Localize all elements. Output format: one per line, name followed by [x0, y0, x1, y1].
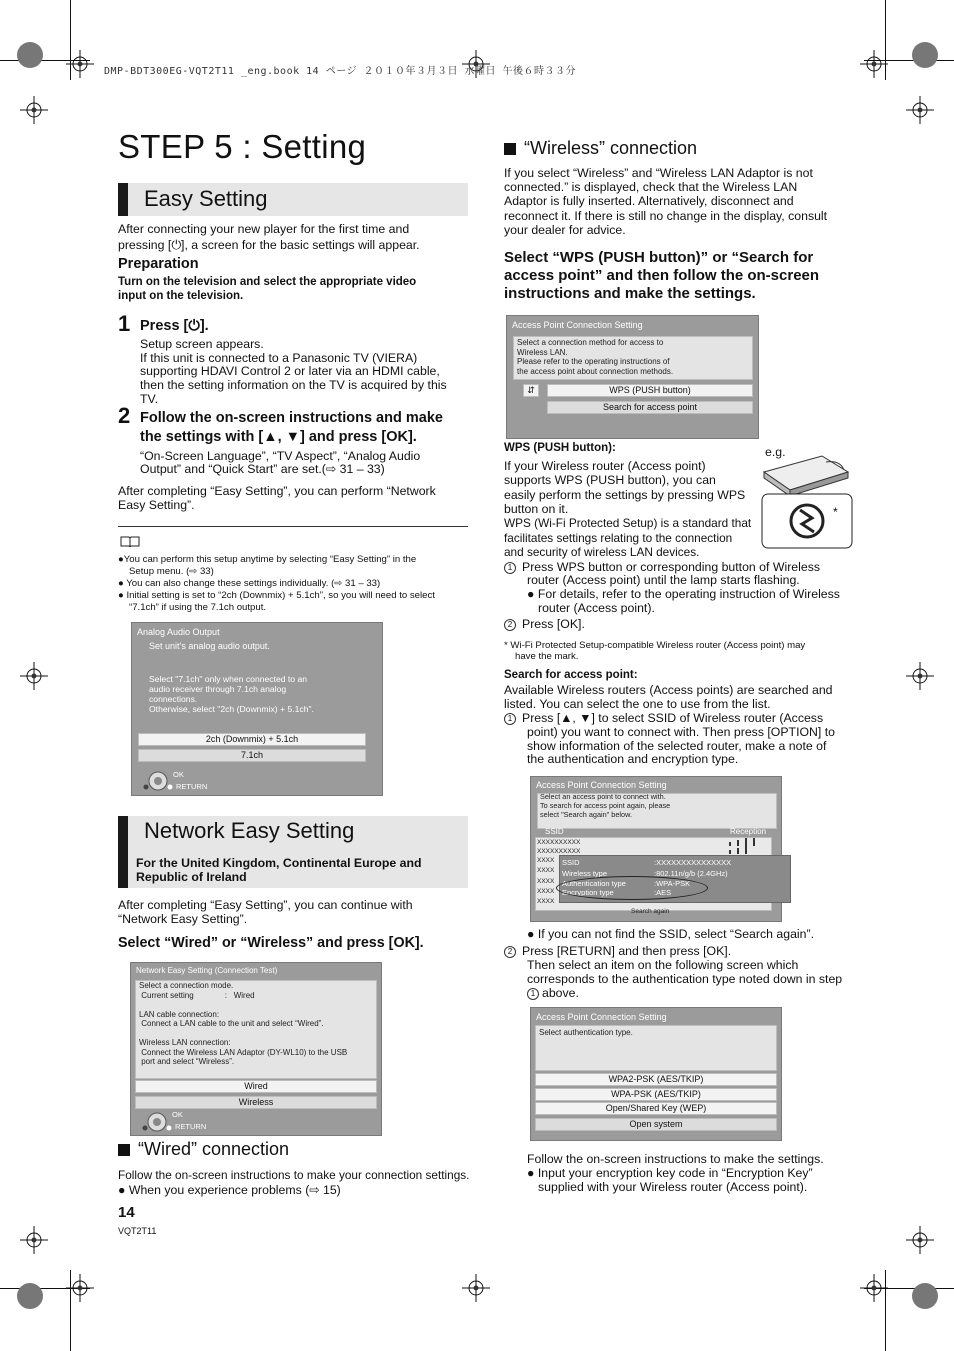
analog-audio-screen: [131, 622, 383, 796]
step-2-title-2: the settings with [▲, ▼] and press [OK].: [140, 429, 417, 445]
step-1-line-1: Setup screen appears.: [140, 337, 264, 351]
step-1-line-3: supporting HDAVI Control 2 or later via an HDMI cable,: [140, 364, 440, 378]
screen-title: Network Easy Setting (Connection Test): [136, 966, 278, 975]
option-wpa2-psk[interactable]: WPA2-PSK (AES/TKIP): [535, 1073, 777, 1086]
remote-cursor-icon: [142, 770, 174, 792]
network-easy-screen: [130, 962, 382, 1136]
step-number-icon: 1: [504, 562, 516, 574]
step-2-number: 2: [118, 403, 131, 428]
step-number-icon: 2: [504, 946, 516, 958]
screen-title: Access Point Connection Setting: [512, 320, 643, 330]
info-label: SSID: [562, 858, 580, 867]
wired-bullet: ● When you experience problems (⇨ 15): [118, 1183, 341, 1197]
search-again-button[interactable]: Search again: [631, 908, 670, 915]
page-title: STEP 5 : Setting: [118, 128, 367, 165]
search-step-1-text: Press [▲, ▼] to select SSID of Wireless router (Access: [522, 711, 824, 725]
wps-line-7: and security of wireless LAN devices.: [504, 545, 700, 559]
remote-cursor-icon: [141, 1111, 173, 1133]
note-3-cont: “7.1ch” if using the 7.1ch output.: [129, 602, 267, 613]
info-value: :802.11n/g/b (2.4GHz): [654, 869, 728, 878]
wps-step-2: [504, 617, 585, 631]
easy-after-2: Easy Setting”.: [118, 498, 195, 512]
wps-line-4: button on it.: [504, 502, 569, 516]
search-step-2b: Then select an item on the following screen which: [527, 958, 799, 972]
info-label: Encryption type: [562, 888, 614, 897]
wireless-select-3: instructions and make the settings.: [504, 285, 756, 302]
wps-step-1: [504, 560, 820, 574]
footnote-1: * Wi-Fi Protected Setup-compatible Wireless router (Access point) may: [504, 640, 806, 651]
option-open-system[interactable]: Open system: [535, 1118, 777, 1131]
preparation-line-1: Turn on the television and select the appropriate video: [118, 276, 417, 288]
ssid-row[interactable]: XXXX: [537, 888, 555, 895]
wireless-select-1: Select “WPS (PUSH button)” or “Search for: [504, 249, 814, 266]
book-note-icon: [120, 535, 140, 547]
ssid-row[interactable]: XXXX: [537, 867, 555, 874]
wps-line-3: easily perform the settings by pressing WPS: [504, 488, 746, 502]
search-step-1: [504, 711, 823, 725]
wps-footnote-star: *: [833, 505, 838, 519]
note-divider: [118, 526, 468, 527]
option-wired[interactable]: Wired: [135, 1080, 377, 1093]
note-3: ● Initial setting is set to “2ch (Downmix) + 5.1ch”, so you will need to select: [118, 590, 435, 601]
wireless-connection-heading: [504, 138, 697, 159]
search-step-2: [504, 944, 731, 958]
option-open-shared-wep[interactable]: Open/Shared Key (WEP): [535, 1102, 777, 1115]
col-reception: Reception: [730, 827, 767, 836]
wireless-p2: connected.” is displayed, check that the Wireless LAN: [504, 180, 798, 194]
access-point-screen-3: [530, 1007, 782, 1141]
wps-step-1c: ● For details, refer to the operating instruction of Wireless: [527, 587, 840, 601]
search-step-1b: point) you want to connect with. Then press [OPTION] to: [527, 725, 836, 739]
ssid-row[interactable]: XXXX: [537, 878, 555, 885]
screen-body: Select a connection method for access to Wireless LAN. Please refer to the operating instructions of the access point about connection methods.: [517, 338, 674, 376]
page-number: 14: [118, 1204, 135, 1221]
wps-heading: WPS (PUSH button):: [504, 442, 616, 454]
ok-label: OK: [173, 770, 184, 779]
search-line-1: Available Wireless routers (Access points) are searched and: [504, 683, 833, 697]
option-search-access-point[interactable]: Search for access point: [547, 401, 753, 414]
easy-setting-band: [118, 183, 468, 216]
access-point-screen-2: [530, 776, 782, 922]
screen-body: Select a connection mode. Current setting : Wired LAN cable connection: Connect a LAN cable to the unit and select “Wired”. Wireless LAN connection: Connect the Wireless LAN Adaptor (DY-WL10) to the USB port and select “Wireless”.: [139, 981, 348, 1066]
wps-step-1d: router (Access point).: [538, 601, 655, 615]
eg-label: e.g.: [765, 445, 786, 459]
easy-intro-1: After connecting your new player for the first time and: [118, 222, 410, 236]
option-wpa-psk[interactable]: WPA-PSK (AES/TKIP): [535, 1088, 777, 1101]
wireless-p3: Adaptor is fully inserted. Alternatively, disconnect and: [504, 194, 794, 208]
step-1-line-5: TV.: [140, 392, 159, 406]
wps-step-1-text: Press WPS button or corresponding button of Wireless: [522, 560, 820, 574]
step-number-icon: 1: [527, 988, 539, 1000]
page-code: VQT2T11: [118, 1226, 157, 1236]
option-7-1ch[interactable]: 7.1ch: [138, 749, 366, 762]
follow-instructions: Follow the on-screen instructions to make the settings.: [527, 1152, 824, 1166]
ssid-row[interactable]: XXXX: [537, 898, 555, 905]
info-label: Wireless type: [562, 869, 608, 878]
screen-body: Select authentication type.: [539, 1028, 633, 1037]
wireless-p4: reconnect it. If there is still no change in the display, consult: [504, 209, 828, 223]
return-label: RETURN: [176, 782, 208, 791]
ssid-row[interactable]: XXXXXXXXXX: [537, 839, 581, 846]
search-step-1c: show information of the selected router, make a note of: [527, 739, 827, 753]
highlight-ellipse: [556, 876, 708, 900]
search-line-2: listed. You can select the one to use from the list.: [504, 697, 771, 711]
wps-step-1b: router (Access point) until the lamp starts flashing.: [527, 573, 800, 587]
option-2ch-downmix[interactable]: 2ch (Downmix) + 5.1ch: [138, 733, 366, 746]
network-easy-heading: Network Easy Setting: [144, 818, 355, 843]
search-step-2d: [527, 986, 579, 1000]
wired-text: Follow the on-screen instructions to make your connection settings.: [118, 1168, 470, 1182]
network-region-2: Republic of Ireland: [136, 870, 247, 884]
step-2-title-1: Follow the on-screen instructions and make: [140, 410, 443, 426]
info-value: :WPA-PSK: [654, 879, 691, 888]
network-easy-band: [118, 816, 468, 888]
easy-intro-2: pressing [⏻], a screen for the basic settings will appear.: [118, 238, 420, 252]
wps-step-2-text: Press [OK].: [522, 617, 585, 631]
info-label: Authentication type: [562, 879, 626, 888]
network-intro-1: After completing “Easy Setting”, you can continue with: [118, 898, 413, 912]
file-header: DMP-BDT300EG-VQT2T11 _eng.book 14 ページ ２０１０年３月３日 水曜日 午後６時３３分: [104, 66, 577, 77]
band-bar: [118, 816, 128, 888]
access-point-screen-1: [506, 315, 759, 439]
info-value: :XXXXXXXXXXXXXXX: [654, 858, 732, 867]
ssid-row[interactable]: XXXX: [537, 857, 555, 864]
wps-line-6: facilitates settings relating to the connection: [504, 531, 733, 545]
wireless-select-2: access point” and then follow the on-screen: [504, 267, 820, 284]
wired-connection-heading: [118, 1139, 289, 1160]
band-bar: [118, 183, 128, 216]
reception-bars-icon: [727, 838, 767, 854]
screen-body: Select an access point to connect with. To search for access point again, please select "Search again" below.: [540, 792, 671, 819]
square-bullet-icon: [118, 1144, 130, 1156]
screen-title: Analog Audio Output: [137, 627, 220, 637]
option-wireless[interactable]: Wireless: [135, 1096, 377, 1109]
step-2-desc-1: “On-Screen Language”, “TV Aspect”, “Analog Audio: [140, 449, 421, 463]
screen-body: Select "7.1ch" only when connected to an audio receiver through 7.1ch analog connections. Otherwise, select "2ch (Downmix) + 5.1ch".: [149, 674, 314, 714]
wireless-p1: If you select “Wireless” and “Wireless LAN Adaptor is not: [504, 166, 813, 180]
search-step-2c: corresponds to the authentication type noted down in step: [527, 972, 843, 986]
wps-line-1: If your Wireless router (Access point): [504, 459, 706, 473]
easy-after-1: After completing “Easy Setting”, you can perform “Network: [118, 484, 436, 498]
note-1-cont: Setup menu. (⇨ 33): [129, 566, 214, 577]
search-step-2d-text: above.: [542, 986, 579, 1000]
step-1-line-2: If this unit is connected to a Panasonic TV (VIERA): [140, 351, 418, 365]
ssid-info-popup: [559, 855, 791, 903]
note-1: ●You can perform this setup anytime by selecting “Easy Setting” in the: [118, 554, 417, 565]
network-select: Select “Wired” or “Wireless” and press [OK].: [118, 935, 424, 951]
encryption-key-2: supplied with your Wireless router (Access point).: [538, 1180, 808, 1194]
footnote-2: have the mark.: [515, 651, 579, 662]
preparation-heading: Preparation: [118, 256, 199, 272]
return-label: RETURN: [175, 1122, 207, 1131]
col-ssid: SSID: [545, 827, 564, 836]
screen-title: Access Point Connection Setting: [536, 780, 667, 790]
step-1-number: 1: [118, 311, 131, 336]
cannot-find-ssid: ● If you can not find the SSID, select “Search again”.: [527, 927, 814, 941]
step-number-icon: 2: [504, 619, 516, 631]
option-wps-push[interactable]: WPS (PUSH button): [547, 384, 753, 397]
info-value: :AES: [654, 888, 672, 897]
encryption-key-1: ● Input your encryption key code in “Encryption Key”: [527, 1166, 813, 1180]
easy-setting-heading: Easy Setting: [144, 186, 268, 211]
wired-heading-text: “Wired” connection: [138, 1139, 290, 1159]
network-region-1: For the United Kingdom, Continental Europe and: [136, 856, 422, 870]
wps-line-5: WPS (Wi-Fi Protected Setup) is a standard that: [504, 516, 752, 530]
screen-line: Set unit’s analog audio output.: [149, 641, 270, 651]
step-number-icon: 1: [504, 713, 516, 725]
wireless-heading-text: “Wireless” connection: [524, 138, 698, 158]
preparation-line-2: input on the television.: [118, 290, 244, 302]
screen-title: Access Point Connection Setting: [536, 1012, 667, 1022]
ok-label: OK: [172, 1110, 183, 1119]
note-2: ● You can also change these settings individually. (⇨ 31 – 33): [118, 578, 381, 589]
search-step-2-text: Press [RETURN] and then press [OK].: [522, 944, 732, 958]
ssid-row[interactable]: XXXXXXXXXX: [537, 848, 581, 855]
step-1-line-4: then the setting information on the TV is acquired by this: [140, 378, 447, 392]
step-2-desc-2: Output” and “Quick Start” are set.(⇨ 31 – 33): [140, 462, 385, 476]
search-heading: Search for access point:: [504, 669, 638, 681]
wireless-p5: your dealer for advice.: [504, 223, 626, 237]
wireless-router-icon: [760, 452, 856, 552]
back-icon[interactable]: ⇵: [523, 384, 539, 397]
search-step-1d: the authentication and encryption type.: [527, 752, 739, 766]
wps-line-2: supports WPS (PUSH button), you can: [504, 473, 716, 487]
network-intro-2: “Network Easy Setting”.: [118, 912, 248, 926]
square-bullet-icon: [504, 143, 516, 155]
step-1-title: Press [⏻].: [140, 318, 209, 334]
